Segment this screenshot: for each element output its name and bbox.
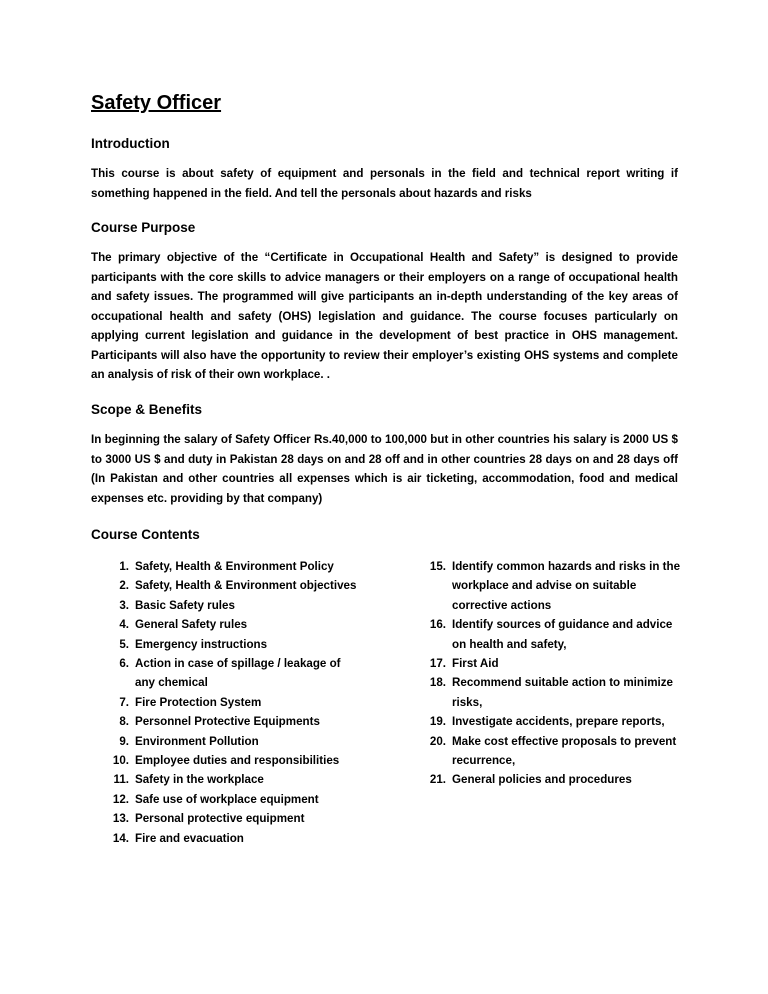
course-contents-list-right [424, 557, 684, 790]
list-item: 5. Emergency instructions [119, 637, 268, 651]
page-title: Safety Officer [91, 92, 222, 114]
scope-benefits-heading: Scope & Benefits [91, 402, 203, 417]
course-purpose-text: The primary objective of the “Certificate in Occupational Health and Safety” is designed to provide participants with the core skills to advice managers or their employers on a range of occupational health and safety issues. The programmed will give participants an in-depth understanding of the key areas of occupational health and safety (OHS) legislation and guidance. The course focuses particularly on applying current legislation and guidance in the development of best practice in OHS management. Participants will also have the opportunity to review their employer’s existing OHS systems and complete an analysis of risk of their own workplace. . [91, 251, 678, 381]
list-item: 11. Safety in the workplace [113, 773, 264, 787]
list-item: 4. General Safety rules [119, 618, 248, 632]
list-item: 18. Recommend suitable action to minimize risks, [429, 676, 673, 709]
list-item: 17. First Aid [429, 657, 499, 671]
list-item: 20. Make cost effective proposals to prevent recurrence, [429, 734, 677, 768]
course-purpose-heading: Course Purpose [91, 220, 196, 235]
course-contents-heading: Course Contents [91, 527, 200, 542]
introduction-text: This course is about safety of equipment and personals in the field and technical report writing if something happened in the field. And tell the personals about hazards and risks [91, 167, 678, 200]
scope-benefits-text: In beginning the salary of Safety Officer Rs.40,000 to 100,000 but in other countries his salary is 2000 US $ to 3000 US $ and duty in Pakistan 28 days on and 28 off and in other countries 28 days on and 28 days off (In Pakistan and other countries all expenses which is air ticketing, accommodation, food and medical expenses etc. providing by that company) [91, 433, 678, 505]
introduction-heading: Introduction [91, 136, 170, 151]
list-item: 9. Environment Pollution [119, 734, 259, 748]
list-item: 7. Fire Protection System [119, 695, 262, 709]
list-item: 13. Personal protective equipment [112, 812, 305, 826]
course-contents-list-left [107, 557, 357, 848]
list-item: 10. Employee duties and responsibilities [112, 754, 340, 768]
list-item: 8. Personnel Protective Equipments [119, 715, 320, 729]
list-item: 1. Safety, Health & Environment Policy [119, 560, 334, 573]
list-item: 21. General policies and procedures [429, 773, 632, 787]
list-item: 14. Fire and evacuation [112, 831, 244, 845]
list-item: 6. Action in case of spillage / leakage of any chemical [119, 657, 341, 690]
list-item: 2. Safety, Health & Environment objectives [119, 579, 357, 593]
list-item: 12. Safe use of workplace equipment [112, 792, 319, 806]
list-item: 3. Basic Safety rules [119, 598, 235, 612]
list-item: 16. Identify sources of guidance and advice on health and safety, [429, 618, 673, 651]
list-item: 19. Investigate accidents, prepare reports, [429, 715, 665, 729]
list-item: 15. Identify common hazards and risks in the workplace and advise on suitable corrective actions [429, 560, 681, 612]
